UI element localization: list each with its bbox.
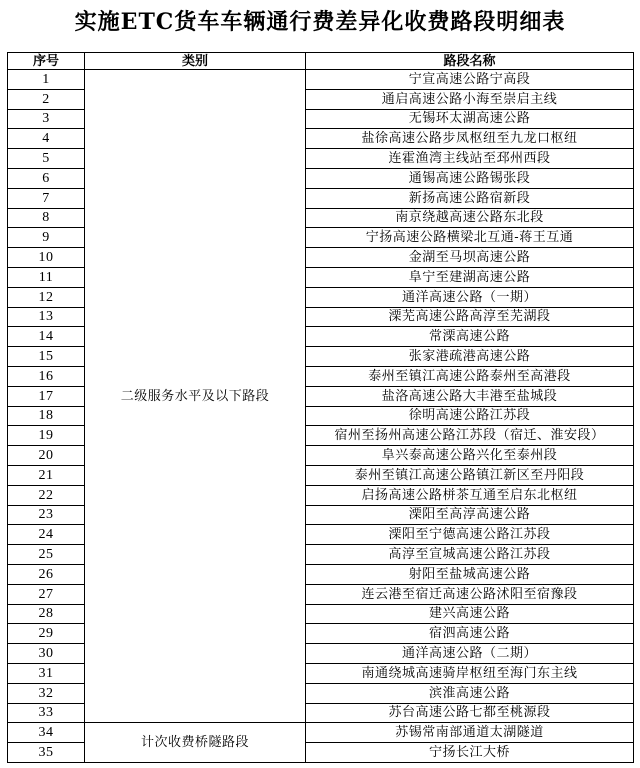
row-index: 27 <box>8 584 85 604</box>
road-name-cell: 徐明高速公路江苏段 <box>306 406 634 426</box>
row-index: 25 <box>8 545 85 565</box>
road-name-cell: 阜兴泰高速公路兴化至泰州段 <box>306 446 634 466</box>
category-cell: 二级服务水平及以下路段 <box>85 70 306 723</box>
row-index: 8 <box>8 208 85 228</box>
table-body <box>8 70 634 763</box>
page-title: 实施ETC货车车辆通行费差异化收费路段明细表 <box>74 9 566 35</box>
row-index: 34 <box>8 723 85 743</box>
row-index: 12 <box>8 287 85 307</box>
road-name-cell: 阜宁至建湖高速公路 <box>306 267 634 287</box>
row-index: 20 <box>8 446 85 466</box>
road-name-cell: 启扬高速公路栟茶互通至启东北枢纽 <box>306 485 634 505</box>
road-name-cell: 泰州至镇江高速公路泰州至高港段 <box>306 366 634 386</box>
road-name-cell: 射阳至盐城高速公路 <box>306 564 634 584</box>
row-index: 2 <box>8 89 85 109</box>
road-name-cell: 高淳至宣城高速公路江苏段 <box>306 545 634 565</box>
row-index: 30 <box>8 644 85 664</box>
road-name-cell: 通洋高速公路（二期） <box>306 644 634 664</box>
row-index: 32 <box>8 683 85 703</box>
row-index: 13 <box>8 307 85 327</box>
road-name-cell: 连云港至宿迁高速公路沭阳至宿豫段 <box>306 584 634 604</box>
row-index: 24 <box>8 525 85 545</box>
road-name-cell: 宿泗高速公路 <box>306 624 634 644</box>
road-name-cell: 溧芜高速公路高淳至芜湖段 <box>306 307 634 327</box>
road-name-cell: 张家港疏港高速公路 <box>306 347 634 367</box>
row-index: 18 <box>8 406 85 426</box>
road-name-cell: 滨淮高速公路 <box>306 683 634 703</box>
row-index: 19 <box>8 426 85 446</box>
category-cell: 计次收费桥隧路段 <box>85 723 306 763</box>
road-name-cell: 南京绕越高速公路东北段 <box>306 208 634 228</box>
header-road-name: 路段名称 <box>306 53 634 70</box>
row-index: 5 <box>8 149 85 169</box>
road-name-cell: 通锡高速公路锡张段 <box>306 168 634 188</box>
road-name-cell: 盐洛高速公路大丰港至盐城段 <box>306 386 634 406</box>
row-index: 7 <box>8 188 85 208</box>
table-header-row <box>8 53 634 70</box>
row-index: 14 <box>8 327 85 347</box>
road-name-cell: 新扬高速公路宿新段 <box>306 188 634 208</box>
row-index: 28 <box>8 604 85 624</box>
row-index: 6 <box>8 168 85 188</box>
road-name-cell: 盐徐高速公路步凤枢纽至九龙口枢纽 <box>306 129 634 149</box>
row-index: 35 <box>8 743 85 763</box>
row-index: 10 <box>8 248 85 268</box>
header-index: 序号 <box>8 53 85 70</box>
road-name-cell: 通启高速公路小海至崇启主线 <box>306 89 634 109</box>
road-name-cell: 苏锡常南部通道太湖隧道 <box>306 723 634 743</box>
row-index: 26 <box>8 564 85 584</box>
row-index: 16 <box>8 366 85 386</box>
row-index: 9 <box>8 228 85 248</box>
road-section-table <box>7 52 634 763</box>
road-name-cell: 建兴高速公路 <box>306 604 634 624</box>
row-index: 23 <box>8 505 85 525</box>
row-index: 3 <box>8 109 85 129</box>
road-name-cell: 宿州至扬州高速公路江苏段（宿迁、淮安段） <box>306 426 634 446</box>
road-name-cell: 金湖至马坝高速公路 <box>306 248 634 268</box>
road-name-cell: 南通绕城高速骑岸枢纽至海门东主线 <box>306 663 634 683</box>
table-row <box>8 70 634 90</box>
road-name-cell: 宁扬长江大桥 <box>306 743 634 763</box>
row-index: 29 <box>8 624 85 644</box>
row-index: 4 <box>8 129 85 149</box>
road-name-cell: 溧阳至宁德高速公路江苏段 <box>306 525 634 545</box>
row-index: 11 <box>8 267 85 287</box>
row-index: 22 <box>8 485 85 505</box>
road-name-cell: 通洋高速公路（一期） <box>306 287 634 307</box>
road-name-cell: 苏台高速公路七都至桃源段 <box>306 703 634 723</box>
road-name-cell: 泰州至镇江高速公路镇江新区至丹阳段 <box>306 465 634 485</box>
row-index: 15 <box>8 347 85 367</box>
row-index: 17 <box>8 386 85 406</box>
road-name-cell: 宁扬高速公路横梁北互通-蒋王互通 <box>306 228 634 248</box>
header-category: 类别 <box>85 53 306 70</box>
row-index: 1 <box>8 70 85 90</box>
road-name-cell: 溧阳至高淳高速公路 <box>306 505 634 525</box>
table-row <box>8 723 634 743</box>
road-name-cell: 宁宣高速公路宁高段 <box>306 70 634 90</box>
row-index: 33 <box>8 703 85 723</box>
road-name-cell: 无锡环太湖高速公路 <box>306 109 634 129</box>
road-name-cell: 常溧高速公路 <box>306 327 634 347</box>
road-name-cell: 连霍渔湾主线站至邳州西段 <box>306 149 634 169</box>
row-index: 31 <box>8 663 85 683</box>
row-index: 21 <box>8 465 85 485</box>
